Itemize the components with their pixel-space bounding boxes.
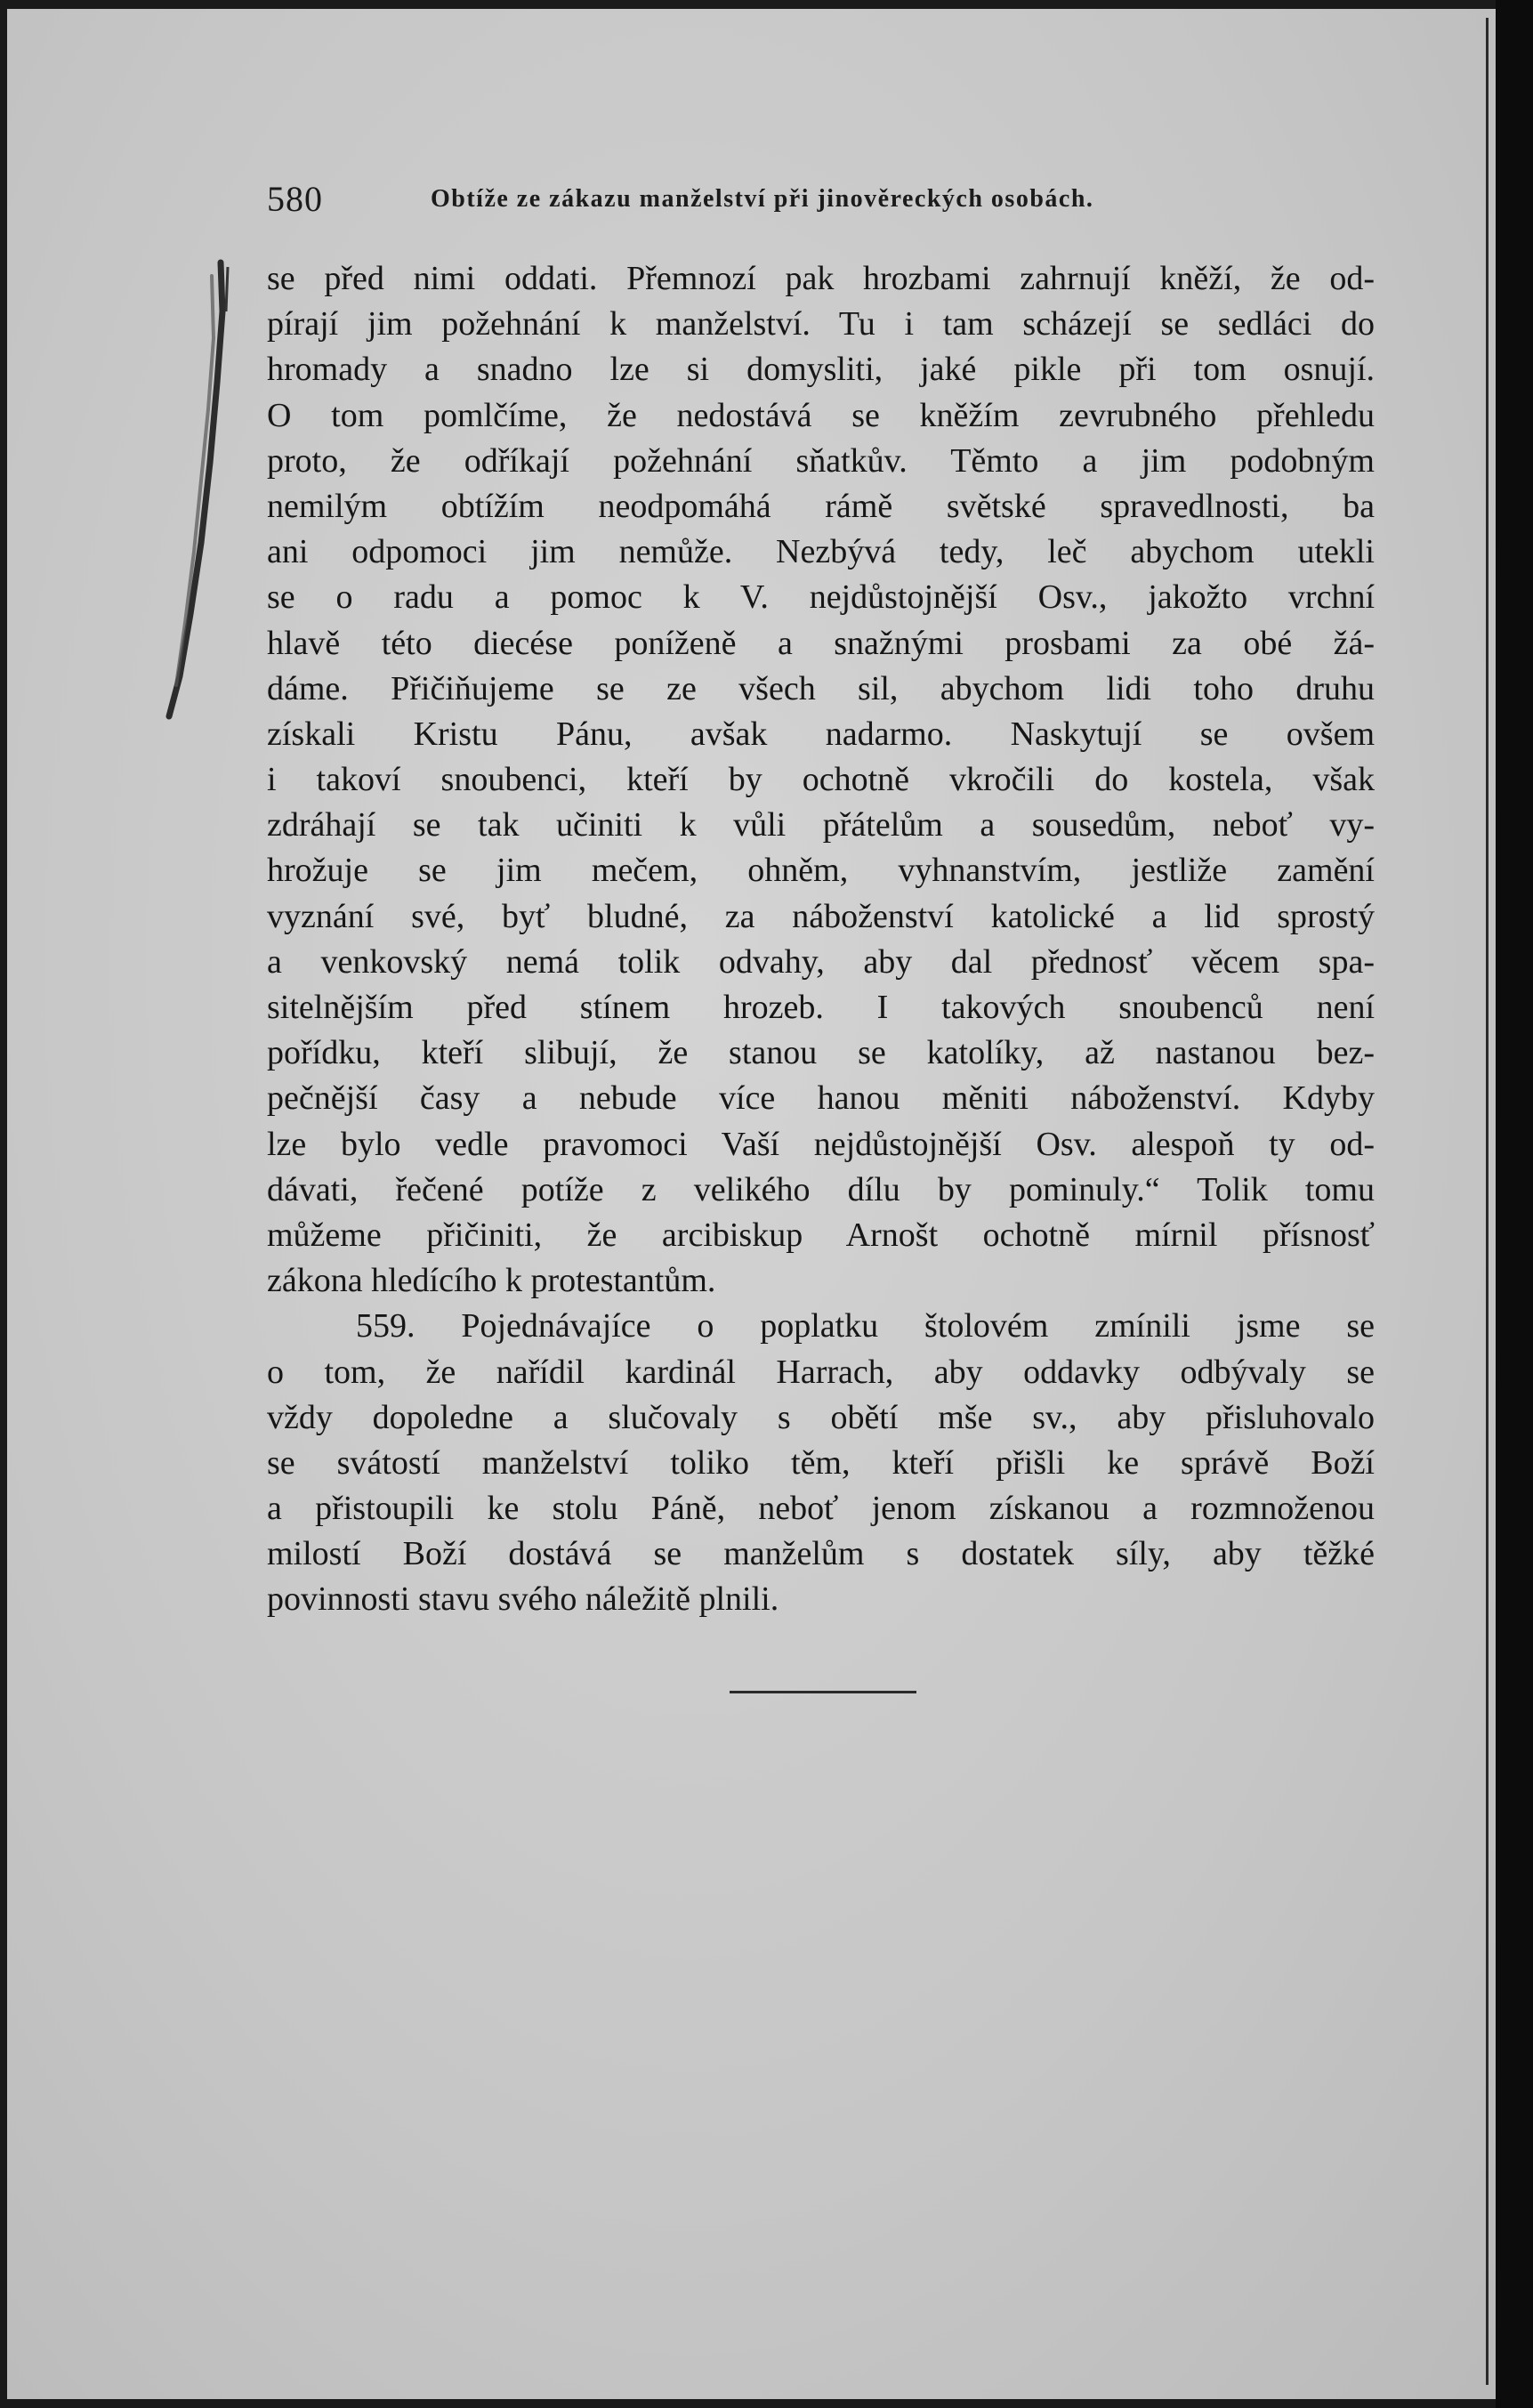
text-line: proto, že odříkají požehnání sňatkův. Těmto a jim podobným <box>267 441 1375 480</box>
text-line: vždy dopoledne a slučovaly s obětí mše sv., aby přisluhovalo <box>267 1398 1375 1436</box>
paragraph-1 <box>267 256 1375 1304</box>
scan-border-left <box>0 0 7 2408</box>
section-end-rule <box>730 1691 916 1693</box>
page-number: 580 <box>267 179 323 219</box>
scan-border-right <box>1496 0 1533 2408</box>
text-line: pečnější časy a nebude více hanou měniti náboženství. Kdyby <box>267 1079 1375 1118</box>
text-line: dáme. Přičiňujeme se ze všech sil, abychom lidi toho druhu <box>267 669 1375 707</box>
text-line: nemilým obtížím neodpomáhá rámě světské spravedlnosti, ba <box>267 487 1375 525</box>
text-line: zdráhají se tak učiniti k vůli přátelům a sousedům, neboť vy- <box>267 806 1375 844</box>
text-line: a venkovský nemá tolik odvahy, aby dal přednosť věcem spa- <box>267 942 1375 981</box>
scan-border-bottom <box>0 2399 1533 2408</box>
page-header <box>267 174 1388 228</box>
text-line: dávati, řečené potíže z velikého dílu by pominuly.“ Tolik tomu <box>267 1170 1375 1208</box>
text-line: vyznání své, byť bludné, za náboženství katolické a lid sprostý <box>267 897 1375 935</box>
text-line: O tom pomlčíme, že nedostává se kněžím zevrubného přehledu <box>267 396 1375 434</box>
text-line: hrožuje se jim mečem, ohněm, vyhnanstvím, jestliže zamění <box>267 852 1375 890</box>
text-line: se o radu a pomoc k V. nejdůstojnější Osv., jakožto vrchní <box>267 578 1375 617</box>
body-text <box>267 256 1375 1623</box>
margin-pencil-mark <box>158 258 238 721</box>
text-line: můžeme přičiniti, že arcibiskup Arnošt ochotně mírnil přísnosť <box>267 1216 1375 1254</box>
scan-edge-line <box>1486 18 1489 2385</box>
text-line: ani odpomoci jim nemůže. Nezbývá tedy, leč abychom utekli <box>267 533 1375 571</box>
text-line: pírají jim požehnání k manželství. Tu i tam scházejí se sedláci do <box>267 305 1375 343</box>
text-line: 559. Pojednávajíce o poplatku štolovém zmínili jsme se <box>356 1307 1375 1345</box>
paragraph-2 <box>267 1304 1375 1622</box>
text-line: pořídku, kteří slibují, že stanou se katolíky, až nastanou bez- <box>267 1034 1375 1072</box>
text-line: a přistoupili ke stolu Páně, neboť jenom získanou a rozmnoženou <box>267 1490 1375 1528</box>
text-line: i takoví snoubenci, kteří by ochotně vkročili do kostela, však <box>267 761 1375 799</box>
text-line: hromady a snadno lze si domysliti, jaké pikle při tom osnují. <box>267 351 1375 389</box>
text-line: povinnosti stavu svého náležitě plnili. <box>267 1580 779 1619</box>
text-line: zákona hledícího k protestantům. <box>267 1262 716 1300</box>
text-line: lze bylo vedle pravomoci Vaší nejdůstojnější Osv. alespoň ty od- <box>267 1125 1375 1163</box>
text-line: se před nimi oddati. Přemnozí pak hrozbami zahrnují kněží, že od- <box>267 260 1375 297</box>
text-line: hlavě této diecése poníženě a snažnými prosbami za obé žá- <box>267 624 1375 662</box>
text-line: získali Kristu Pánu, avšak nadarmo. Naskytují se ovšem <box>267 715 1375 753</box>
text-line: sitelnějším před stínem hrozeb. I takových snoubenců není <box>267 989 1375 1026</box>
text-line: o tom, že nařídil kardinál Harrach, aby oddavky odbývaly se <box>267 1353 1375 1391</box>
scan-border-top <box>0 0 1533 9</box>
running-title: Obtíže ze zákazu manželství při jinověreckých osobách. <box>431 185 1094 213</box>
text-line: se svátostí manželství toliko těm, kteří přišli ke správě Boží <box>267 1443 1375 1482</box>
text-line: milostí Boží dostává se manželům s dostatek síly, aby těžké <box>267 1535 1375 1573</box>
